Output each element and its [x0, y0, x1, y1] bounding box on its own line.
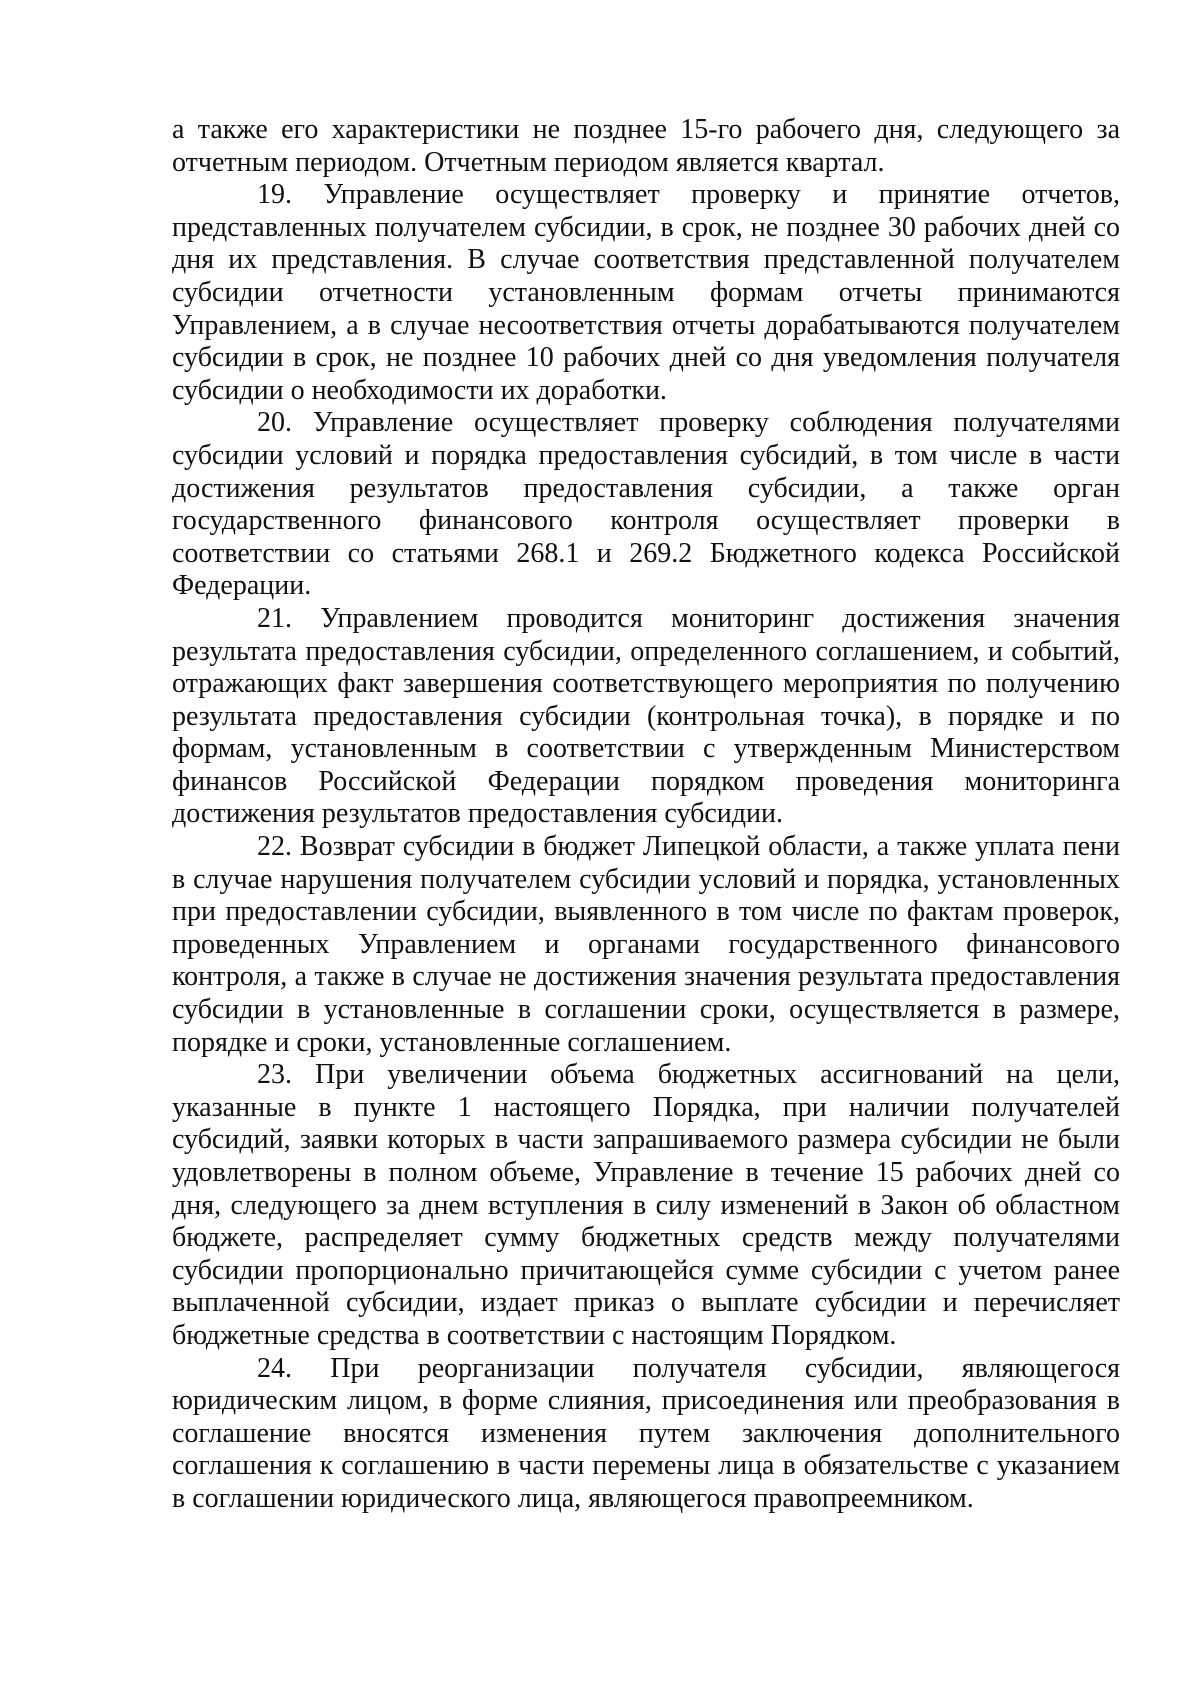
paragraph-22: 22. Возврат субсидии в бюджет Липецкой области, а также уплата пени в случае нарушения получателем субсидии условий и порядка, установленных при предоставлении субсидии, выявленного в том числе по фактам проверок, проведенных Управлением и органами государственного финансового контроля, а также в случае не достижения значения результата предоставления субсидии в установленные в соглашении сроки, осуществляется в размере, порядке и сроки, установленные соглашением. [172, 831, 1120, 1058]
document-page [172, 114, 1120, 1516]
paragraph-20: 20. Управление осуществляет проверку соблюдения получателями субсидии условий и порядка предоставления субсидий, в том числе в части достижения результатов предоставления субсидии, а также орган государственного финансового контроля осуществляет проверки в соответствии со статьями 268.1 и 269.2 Бюджетного кодекса Российской Федерации. [172, 407, 1120, 602]
paragraph-23: 23. При увеличении объема бюджетных ассигнований на цели, указанные в пункте 1 настоящего Порядка, при наличии получателей субсидий, заявки которых в части запрашиваемого размера субсидии не были удовлетворены в полном объеме, Управление в течение 15 рабочих дней со дня, следующего за днем вступления в силу изменений в Закон об областном бюджете, распределяет сумму бюджетных средств между получателями субсидии пропорционально причитающейся сумме субсидии с учетом ранее выплаченной субсидии, издает приказ о выплате субсидии и перечисляет бюджетные средства в соответствии с настоящим Порядком. [172, 1059, 1120, 1351]
paragraph-21: 21. Управлением проводится мониторинг достижения значения результата предоставления субсидии, определенного соглашением, и событий, отражающих факт завершения соответствующего мероприятия по получению результата предоставления субсидии (контрольная точка), в порядке и по формам, установленным в соответствии с утвержденным Министерством финансов Российской Федерации порядком проведения мониторинга достижения результатов предоставления субсидии. [172, 602, 1120, 830]
paragraph-18-continuation: а также его характеристики не позднее 15-го рабочего дня, следующего за отчетным периодом. Отчетным периодом является квартал. [172, 114, 1120, 178]
paragraph-24: 24. При реорганизации получателя субсидии, являющегося юридическим лицом, в форме слияния, присоединения или преобразования в соглашение вносятся изменения путем заключения дополнительного соглашения к соглашению в части перемены лица в обязательстве с указанием в соглашении юридического лица, являющегося правопреемником. [172, 1352, 1120, 1514]
paragraph-19: 19. Управление осуществляет проверку и принятие отчетов, представленных получателем субсидии, в срок, не позднее 30 рабочих дней со дня их представления. В случае соответствия представленной получателем субсидии отчетности установленным формам отчеты принимаются Управлением, а в случае несоответствия отчеты дорабатываются получателем субсидии в срок, не позднее 10 рабочих дней со дня уведомления получателя субсидии о необходимости их доработки. [172, 179, 1120, 406]
